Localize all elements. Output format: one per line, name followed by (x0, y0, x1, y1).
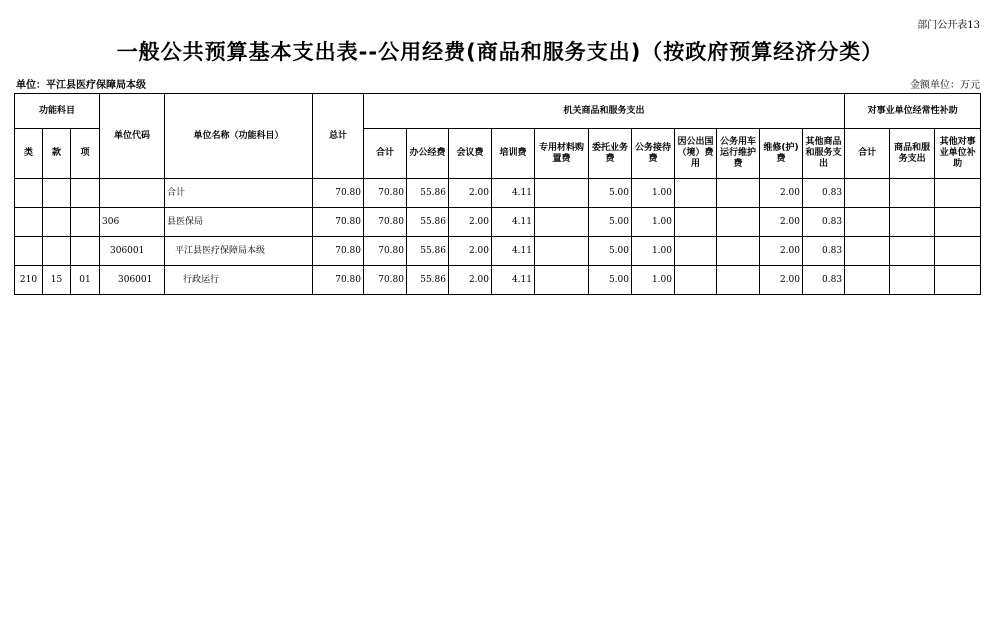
cell-value: 2.00 (760, 266, 803, 295)
cell-value (717, 237, 760, 266)
cell-value: 1.00 (632, 266, 675, 295)
cell-lei (15, 179, 43, 208)
cell-value: 55.86 (407, 208, 449, 237)
header-kuan: 款 (43, 129, 71, 179)
header-col-commissioned: 委托业务费 (589, 129, 632, 179)
reporting-unit: 单位：平江县医疗保障局本级 (16, 80, 146, 91)
cell-value (535, 179, 589, 208)
cell-value: 55.86 (407, 179, 449, 208)
cell-value (675, 237, 717, 266)
amount-unit: 金额单位：万元 (910, 80, 980, 91)
cell-value: 70.80 (364, 208, 407, 237)
cell-lei (15, 237, 43, 266)
cell-value (535, 237, 589, 266)
cell-code: 306001 (100, 237, 165, 266)
cell-lei: 210 (15, 266, 43, 295)
header-xiang: 项 (71, 129, 100, 179)
cell-kuan (43, 179, 71, 208)
cell-total: 70.80 (313, 179, 364, 208)
header-sub-subtotal: 合计 (845, 129, 890, 179)
cell-name: 行政运行 (165, 266, 313, 295)
cell-code (100, 179, 165, 208)
cell-value: 55.86 (407, 237, 449, 266)
cell-value: 5.00 (589, 179, 632, 208)
header-unit-name: 单位名称（功能科目） (165, 94, 313, 179)
cell-sub-value (845, 237, 890, 266)
cell-name: 合计 (165, 179, 313, 208)
cell-value: 2.00 (760, 179, 803, 208)
cell-sub-value (845, 266, 890, 295)
cell-value (675, 208, 717, 237)
table-row (15, 208, 981, 237)
cell-value: 0.83 (803, 237, 845, 266)
table-row (15, 266, 981, 295)
cell-sub-value (845, 179, 890, 208)
cell-xiang (71, 179, 100, 208)
header-col-office: 办公经费 (407, 129, 449, 179)
cell-sub-value (935, 266, 981, 295)
cell-sub-value (890, 266, 935, 295)
cell-value: 2.00 (449, 179, 492, 208)
cell-value (675, 179, 717, 208)
cell-value (535, 208, 589, 237)
cell-sub-value (935, 237, 981, 266)
cell-kuan: 15 (43, 266, 71, 295)
cell-code: 306 (100, 208, 165, 237)
cell-total: 70.80 (313, 266, 364, 295)
cell-name: 平江县医疗保障局本级 (165, 237, 313, 266)
header-sub-goods: 商品和服务支出 (890, 129, 935, 179)
cell-kuan (43, 208, 71, 237)
header-col-other-goods: 其他商品和服务支出 (803, 129, 845, 179)
header-func-subject: 功能科目 (15, 94, 100, 129)
cell-value: 1.00 (632, 237, 675, 266)
cell-kuan (43, 237, 71, 266)
cell-value: 0.83 (803, 266, 845, 295)
cell-value: 5.00 (589, 237, 632, 266)
cell-code: 306001 (100, 266, 165, 295)
cell-value: 70.80 (364, 237, 407, 266)
cell-sub-value (890, 179, 935, 208)
header-col-reception: 公务接待费 (632, 129, 675, 179)
header-total: 总计 (313, 94, 364, 179)
budget-table (14, 93, 981, 295)
header-col-training: 培训费 (492, 129, 535, 179)
cell-value: 2.00 (760, 208, 803, 237)
header-sub-other: 其他对事业单位补助 (935, 129, 981, 179)
header-col-maintenance: 维修(护)费 (760, 129, 803, 179)
cell-total: 70.80 (313, 237, 364, 266)
cell-value (675, 266, 717, 295)
header-col-materials: 专用材料购置费 (535, 129, 589, 179)
cell-value: 4.11 (492, 208, 535, 237)
cell-value: 0.83 (803, 208, 845, 237)
cell-value: 4.11 (492, 266, 535, 295)
header-col-vehicle: 公务用车运行维护费 (717, 129, 760, 179)
header-goods-services-group: 机关商品和服务支出 (364, 94, 845, 129)
cell-sub-value (935, 208, 981, 237)
header-col-subtotal: 合计 (364, 129, 407, 179)
header-lei: 类 (15, 129, 43, 179)
cell-value: 2.00 (449, 208, 492, 237)
cell-total: 70.80 (313, 208, 364, 237)
header-subsidy-group: 对事业单位经常性补助 (845, 94, 981, 129)
page-title: 一般公共预算基本支出表--公用经费(商品和服务支出)（按政府预算经济分类） (116, 40, 884, 64)
cell-value: 5.00 (589, 208, 632, 237)
cell-xiang (71, 208, 100, 237)
cell-value: 0.83 (803, 179, 845, 208)
header-col-overseas: 因公出国（境）费用 (675, 129, 717, 179)
cell-lei (15, 208, 43, 237)
cell-name: 县医保局 (165, 208, 313, 237)
cell-sub-value (890, 208, 935, 237)
cell-value: 55.86 (407, 266, 449, 295)
cell-value (717, 179, 760, 208)
cell-value: 70.80 (364, 179, 407, 208)
cell-value: 5.00 (589, 266, 632, 295)
table-row (15, 237, 981, 266)
cell-value: 2.00 (449, 237, 492, 266)
cell-value: 1.00 (632, 179, 675, 208)
header-unit-code: 单位代码 (100, 94, 165, 179)
cell-xiang (71, 237, 100, 266)
form-number: 部门公开表13 (917, 20, 980, 31)
cell-sub-value (890, 237, 935, 266)
cell-value: 4.11 (492, 237, 535, 266)
cell-sub-value (935, 179, 981, 208)
header-col-meeting: 会议费 (449, 129, 492, 179)
cell-value: 2.00 (760, 237, 803, 266)
cell-xiang: 01 (71, 266, 100, 295)
cell-value: 1.00 (632, 208, 675, 237)
cell-value: 70.80 (364, 266, 407, 295)
cell-value (717, 208, 760, 237)
table-row (15, 179, 981, 208)
cell-value (535, 266, 589, 295)
cell-value: 2.00 (449, 266, 492, 295)
cell-sub-value (845, 208, 890, 237)
cell-value (717, 266, 760, 295)
cell-value: 4.11 (492, 179, 535, 208)
